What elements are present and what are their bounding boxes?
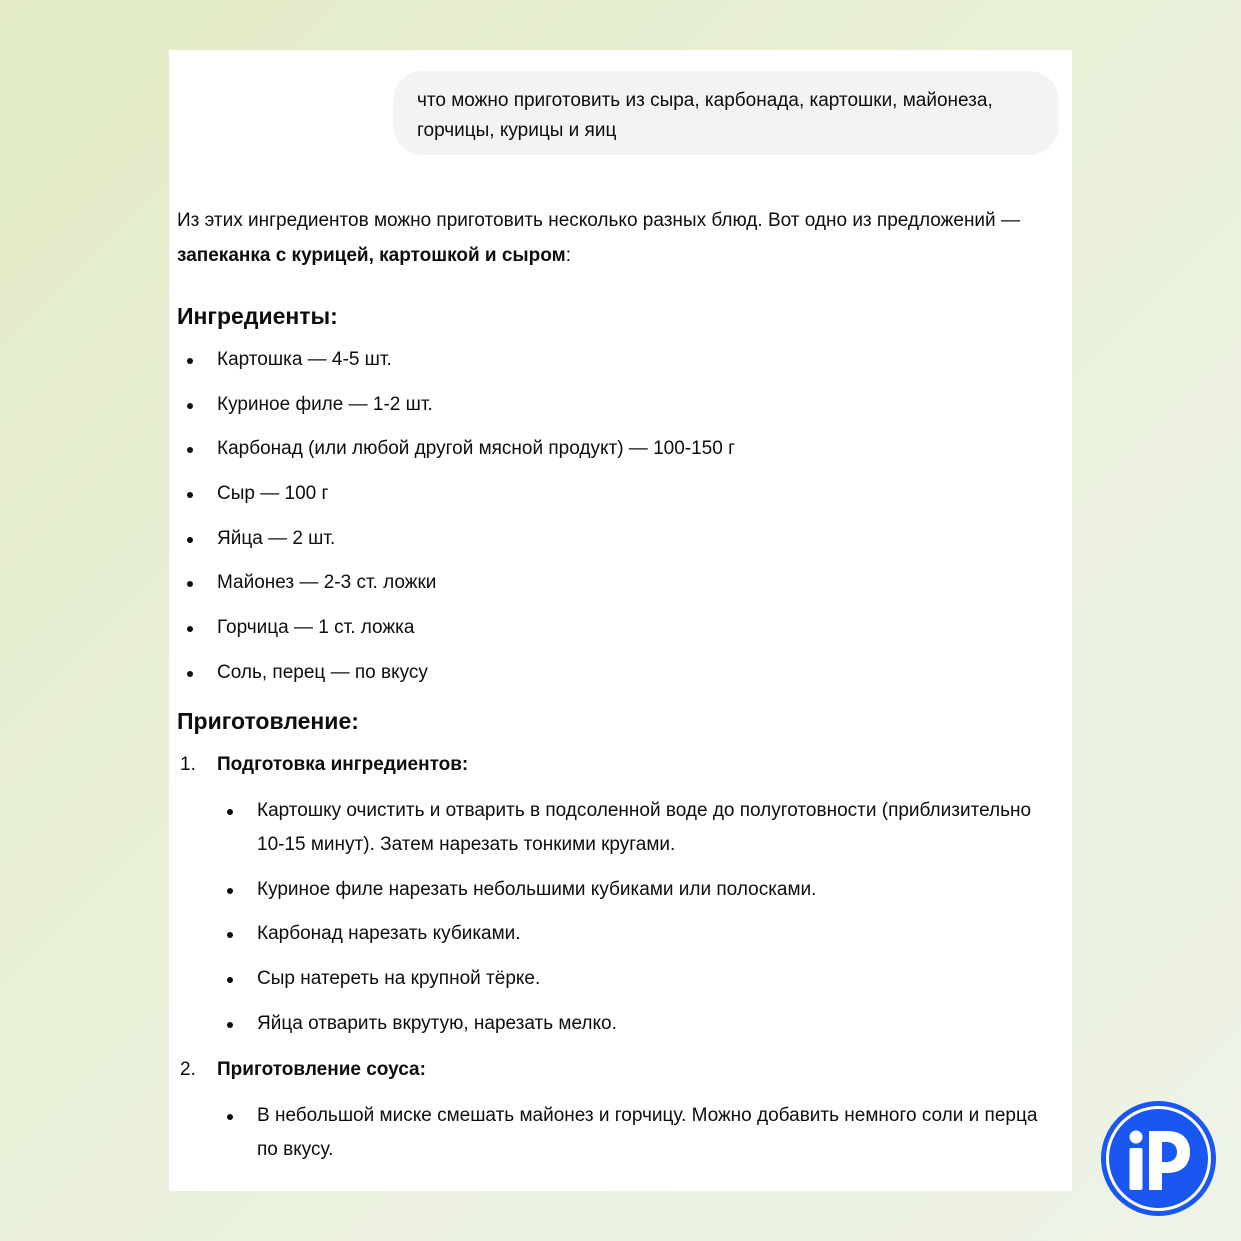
assistant-answer (177, 203, 1057, 1181)
ingredient-item (177, 390, 1057, 420)
bullet-icon (187, 626, 193, 632)
ingredient-item (177, 479, 1057, 509)
step-item (177, 750, 1057, 1041)
ingredient-item (177, 613, 1057, 643)
answer-intro (177, 203, 1057, 273)
ingredients-heading: Ингредиенты: (177, 303, 338, 329)
step-subitem (177, 1007, 1057, 1041)
step-subitems (177, 794, 1057, 1041)
bullet-icon (227, 932, 233, 938)
step-title (177, 750, 1057, 780)
subitem-text: Картошку очистить и отварить в подсоленной воде до полуготовности (приблизительно 10-15 минут). Затем нарезать тонкими кругами. (257, 799, 1032, 855)
bullet-icon (187, 403, 193, 409)
step-subitem (177, 917, 1057, 951)
bullet-icon (227, 888, 233, 894)
bullet-icon (227, 977, 233, 983)
intro-dish-name: запеканка с курицей, картошкой и сыром (177, 245, 566, 266)
chat-card (169, 50, 1072, 1191)
bullet-icon (187, 492, 193, 498)
bullet-icon (187, 447, 193, 453)
subitem-text: Сыр натереть на крупной тёрке. (257, 967, 541, 989)
ingredient-text: Сыр — 100 г (217, 483, 329, 505)
ingredient-item (177, 658, 1057, 688)
ingredient-item (177, 524, 1057, 554)
subitem-text: Карбонад нарезать кубиками. (257, 923, 521, 945)
step-item (177, 1055, 1057, 1167)
intro-colon: : (565, 245, 571, 266)
user-message-text: что можно приготовить из сыра, карбонада, картошки, майонеза, горчицы, курицы и яиц (417, 90, 993, 141)
iphones-logo-icon (1101, 1101, 1216, 1216)
step-subitem (177, 962, 1057, 996)
subitem-text: Куриное филе нарезать небольшими кубиками или полосками. (257, 878, 817, 900)
ingredient-item (177, 434, 1057, 464)
ingredient-text: Куриное филе — 1-2 шт. (217, 393, 433, 415)
bullet-icon (227, 1114, 233, 1120)
step-title (177, 1055, 1057, 1085)
ingredients-list (177, 345, 1057, 688)
step-subitem (177, 873, 1057, 907)
ingredient-item (177, 568, 1057, 598)
step-subitem (177, 1099, 1057, 1167)
ingredient-text: Майонез — 2-3 ст. ложки (217, 572, 437, 594)
ingredient-text: Карбонад (или любой другой мясной продукт) — 100-150 г (217, 438, 736, 460)
step-subitem (177, 794, 1057, 862)
bullet-icon (227, 1022, 233, 1028)
bullet-icon (187, 671, 193, 677)
step-number: 1. (180, 753, 196, 775)
ingredient-text: Горчица — 1 ст. ложка (217, 617, 415, 639)
step-number: 2. (180, 1058, 196, 1080)
preparation-heading: Приготовление: (177, 707, 359, 734)
intro-text: Из этих ингредиентов можно приготовить несколько разных блюд. Вот одно из предложений — (177, 210, 1020, 231)
step-subitems (177, 1099, 1057, 1167)
subitem-text: Яйца отварить вкрутую, нарезать мелко. (257, 1012, 617, 1034)
preparation-steps (177, 750, 1057, 1167)
step-title-text: Приготовление соуса: (217, 1058, 426, 1080)
bullet-icon (187, 358, 193, 364)
bullet-icon (187, 537, 193, 543)
ingredient-text: Картошка — 4-5 шт. (217, 349, 392, 370)
user-message-bubble (393, 71, 1059, 155)
ingredient-text: Соль, перец — по вкусу (217, 661, 428, 683)
ingredient-item (177, 345, 1057, 375)
subitem-text: В небольшой миске смешать майонез и горчицу. Можно добавить немного соли и перца по вкусу. (257, 1104, 1038, 1160)
step-title-text: Подготовка ингредиентов: (217, 753, 469, 775)
ingredient-text: Яйца — 2 шт. (217, 527, 336, 549)
bullet-icon (187, 581, 193, 587)
bullet-icon (227, 809, 233, 815)
